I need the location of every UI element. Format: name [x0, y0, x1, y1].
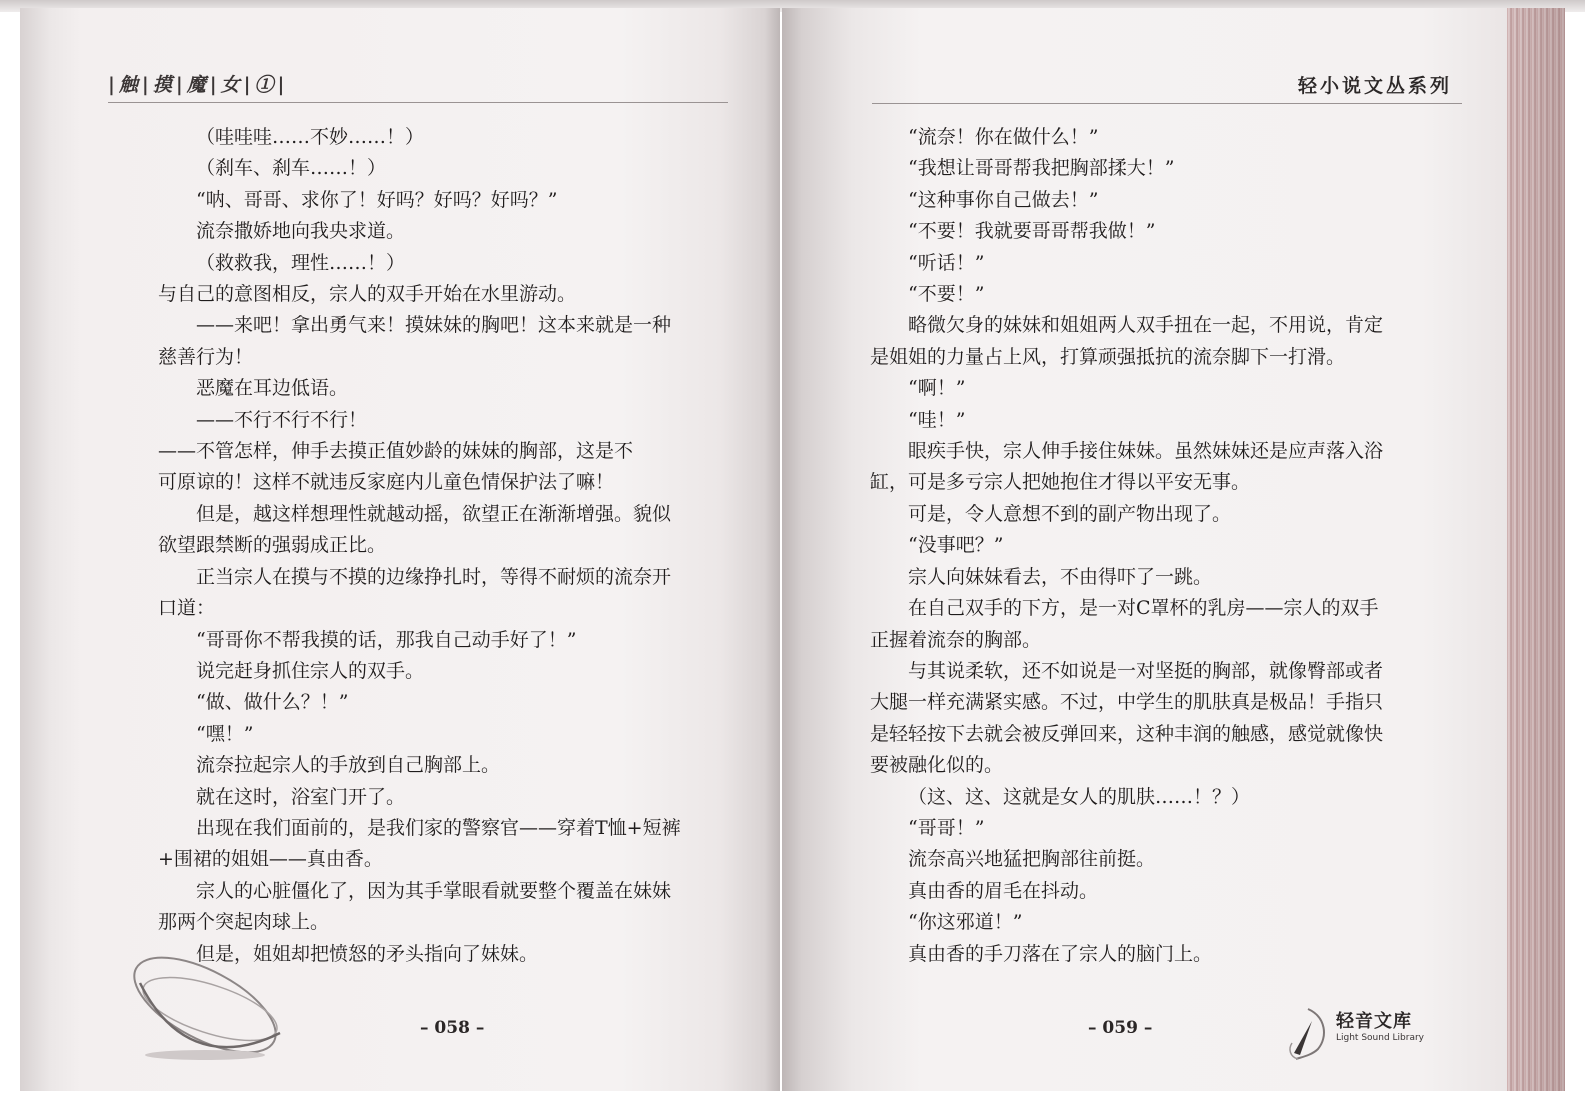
- publisher-logo: [1278, 1003, 1438, 1063]
- text-line: “流奈！你在做什么！”: [908, 126, 1099, 148]
- text-line: （救救我，理性……！）: [196, 251, 406, 274]
- text-line: 流奈高兴地猛把胸部往前挺。: [908, 848, 1156, 871]
- left-page-text: [158, 122, 728, 970]
- text-line: 大腿一样充满紧实感。不过，中学生的肌肤真是极品！手指只: [870, 691, 1384, 714]
- text-line: （这、这、这就是女人的肌肤……！？）: [908, 785, 1251, 808]
- text-line: +围裙的姐姐——真由香。: [158, 848, 383, 871]
- text-line: 就在这时，浴室门开了。: [196, 785, 406, 808]
- text-line: “哥哥！”: [908, 816, 985, 839]
- scan-bottom-edge: [0, 1091, 1585, 1105]
- text-line: 说完赶身抓住宗人的双手。: [196, 659, 425, 682]
- text-line: “哇！”: [908, 408, 966, 431]
- text-line: 可是，令人意想不到的副产物出现了。: [908, 502, 1232, 525]
- publisher-subtitle: Light Sound Library: [1336, 1033, 1424, 1043]
- open-book: [20, 8, 1565, 1093]
- right-running-header: 轻小说文丛系列: [1297, 75, 1452, 97]
- text-line: 欲望跟禁断的强弱成正比。: [158, 534, 387, 557]
- feather-quill-icon: [1278, 1003, 1334, 1063]
- text-line: 是姐姐的力量占上风，打算顽强抵抗的流奈脚下一打滑。: [870, 345, 1346, 368]
- text-line: ——不管怎样，伸手去摸正值妙龄的妹妹的胸部，这是不: [158, 440, 634, 463]
- text-line: ——来吧！拿出勇气来！摸妹妹的胸吧！这本来就是一种: [196, 314, 672, 337]
- text-line: “呐、哥哥、求你了！好吗？好吗？好吗？”: [196, 188, 558, 211]
- text-line: 缸，可是多亏宗人把她抱住才得以平安无事。: [870, 471, 1251, 494]
- publisher-name: 轻音文库: [1336, 1011, 1412, 1032]
- right-page: [782, 8, 1507, 1093]
- text-line: “我想让哥哥帮我把胸部揉大！”: [908, 157, 1175, 180]
- left-page-number: – 058 –: [420, 1018, 485, 1038]
- text-line: 但是，姐姐却把愤怒的矛头指向了妹妹。: [196, 942, 539, 965]
- text-line: 要被融化似的。: [870, 754, 1004, 777]
- text-line: 出现在我们面前的，是我们家的警察官——穿着T恤+短裤: [196, 816, 681, 839]
- page-edges: [1507, 8, 1565, 1093]
- text-line: 正当宗人在摸与不摸的边缘挣扎时，等得不耐烦的流奈开: [196, 565, 672, 588]
- text-line: 眼疾手快，宗人伸手接住妹妹。虽然妹妹还是应声落入浴: [908, 440, 1384, 463]
- text-line: 真由香的手刀落在了宗人的脑门上。: [908, 942, 1213, 965]
- text-line: “听话！”: [908, 251, 985, 274]
- text-line: 在自己双手的下方，是一对C罩杯的乳房——宗人的双手: [908, 597, 1379, 620]
- text-line: “你这邪道！”: [908, 911, 1023, 934]
- text-line: “不要！我就要哥哥帮我做！”: [908, 220, 1156, 243]
- text-line: （哇哇哇……不妙……！）: [196, 126, 425, 148]
- swirl-ornament-icon: [120, 943, 290, 1063]
- left-page: [20, 8, 780, 1093]
- text-line: “哥哥你不帮我摸的话，那我自己动手好了！”: [196, 628, 577, 651]
- left-running-header: |触|摸|魔|女|①|: [108, 68, 728, 103]
- text-line: 略微欠身的妹妹和姐姐两人双手扭在一起，不用说，肯定: [908, 314, 1384, 337]
- text-line: “嘿！”: [196, 722, 254, 745]
- text-line: 恶魔在耳边低语。: [196, 377, 349, 400]
- right-page-text: [870, 122, 1430, 970]
- text-line: 与自己的意图相反，宗人的双手开始在水里游动。: [158, 283, 577, 306]
- text-line: 流奈撒娇地向我央求道。: [196, 220, 406, 243]
- header-rule: [872, 103, 1462, 104]
- text-line: “啊！”: [908, 377, 966, 400]
- text-line: 宗人的心脏僵化了，因为其手掌眼看就要整个覆盖在妹妹: [196, 879, 672, 902]
- text-line: “这种事你自己做去！”: [908, 188, 1099, 211]
- text-line: 宗人向妹妹看去，不由得吓了一跳。: [908, 565, 1213, 588]
- text-line: 流奈拉起宗人的手放到自己胸部上。: [196, 754, 501, 777]
- text-line: （刹车、刹车……！）: [196, 157, 387, 180]
- text-line: “不要！”: [908, 283, 985, 306]
- text-line: 与其说柔软，还不如说是一对坚挺的胸部，就像臀部或者: [908, 659, 1384, 682]
- text-line: 可原谅的！这样不就违反家庭内儿童色情保护法了嘛！: [158, 471, 615, 494]
- right-page-number: – 059 –: [1088, 1018, 1153, 1038]
- text-line: 是轻轻按下去就会被反弹回来，这种丰润的触感，感觉就像快: [870, 722, 1384, 745]
- text-line: 但是，越这样想理性就越动摇，欲望正在渐渐增强。貌似: [196, 502, 672, 525]
- text-line: ——不行不行不行！: [196, 408, 368, 431]
- text-line: 那两个突起肉球上。: [158, 911, 330, 934]
- text-line: 慈善行为！: [158, 345, 254, 368]
- text-line: “做、做什么？！”: [196, 691, 349, 714]
- text-line: 口道：: [158, 597, 216, 620]
- text-line: 真由香的眉毛在抖动。: [908, 879, 1099, 902]
- text-line: 正握着流奈的胸部。: [870, 628, 1042, 651]
- text-line: “没事吧？”: [908, 534, 1004, 557]
